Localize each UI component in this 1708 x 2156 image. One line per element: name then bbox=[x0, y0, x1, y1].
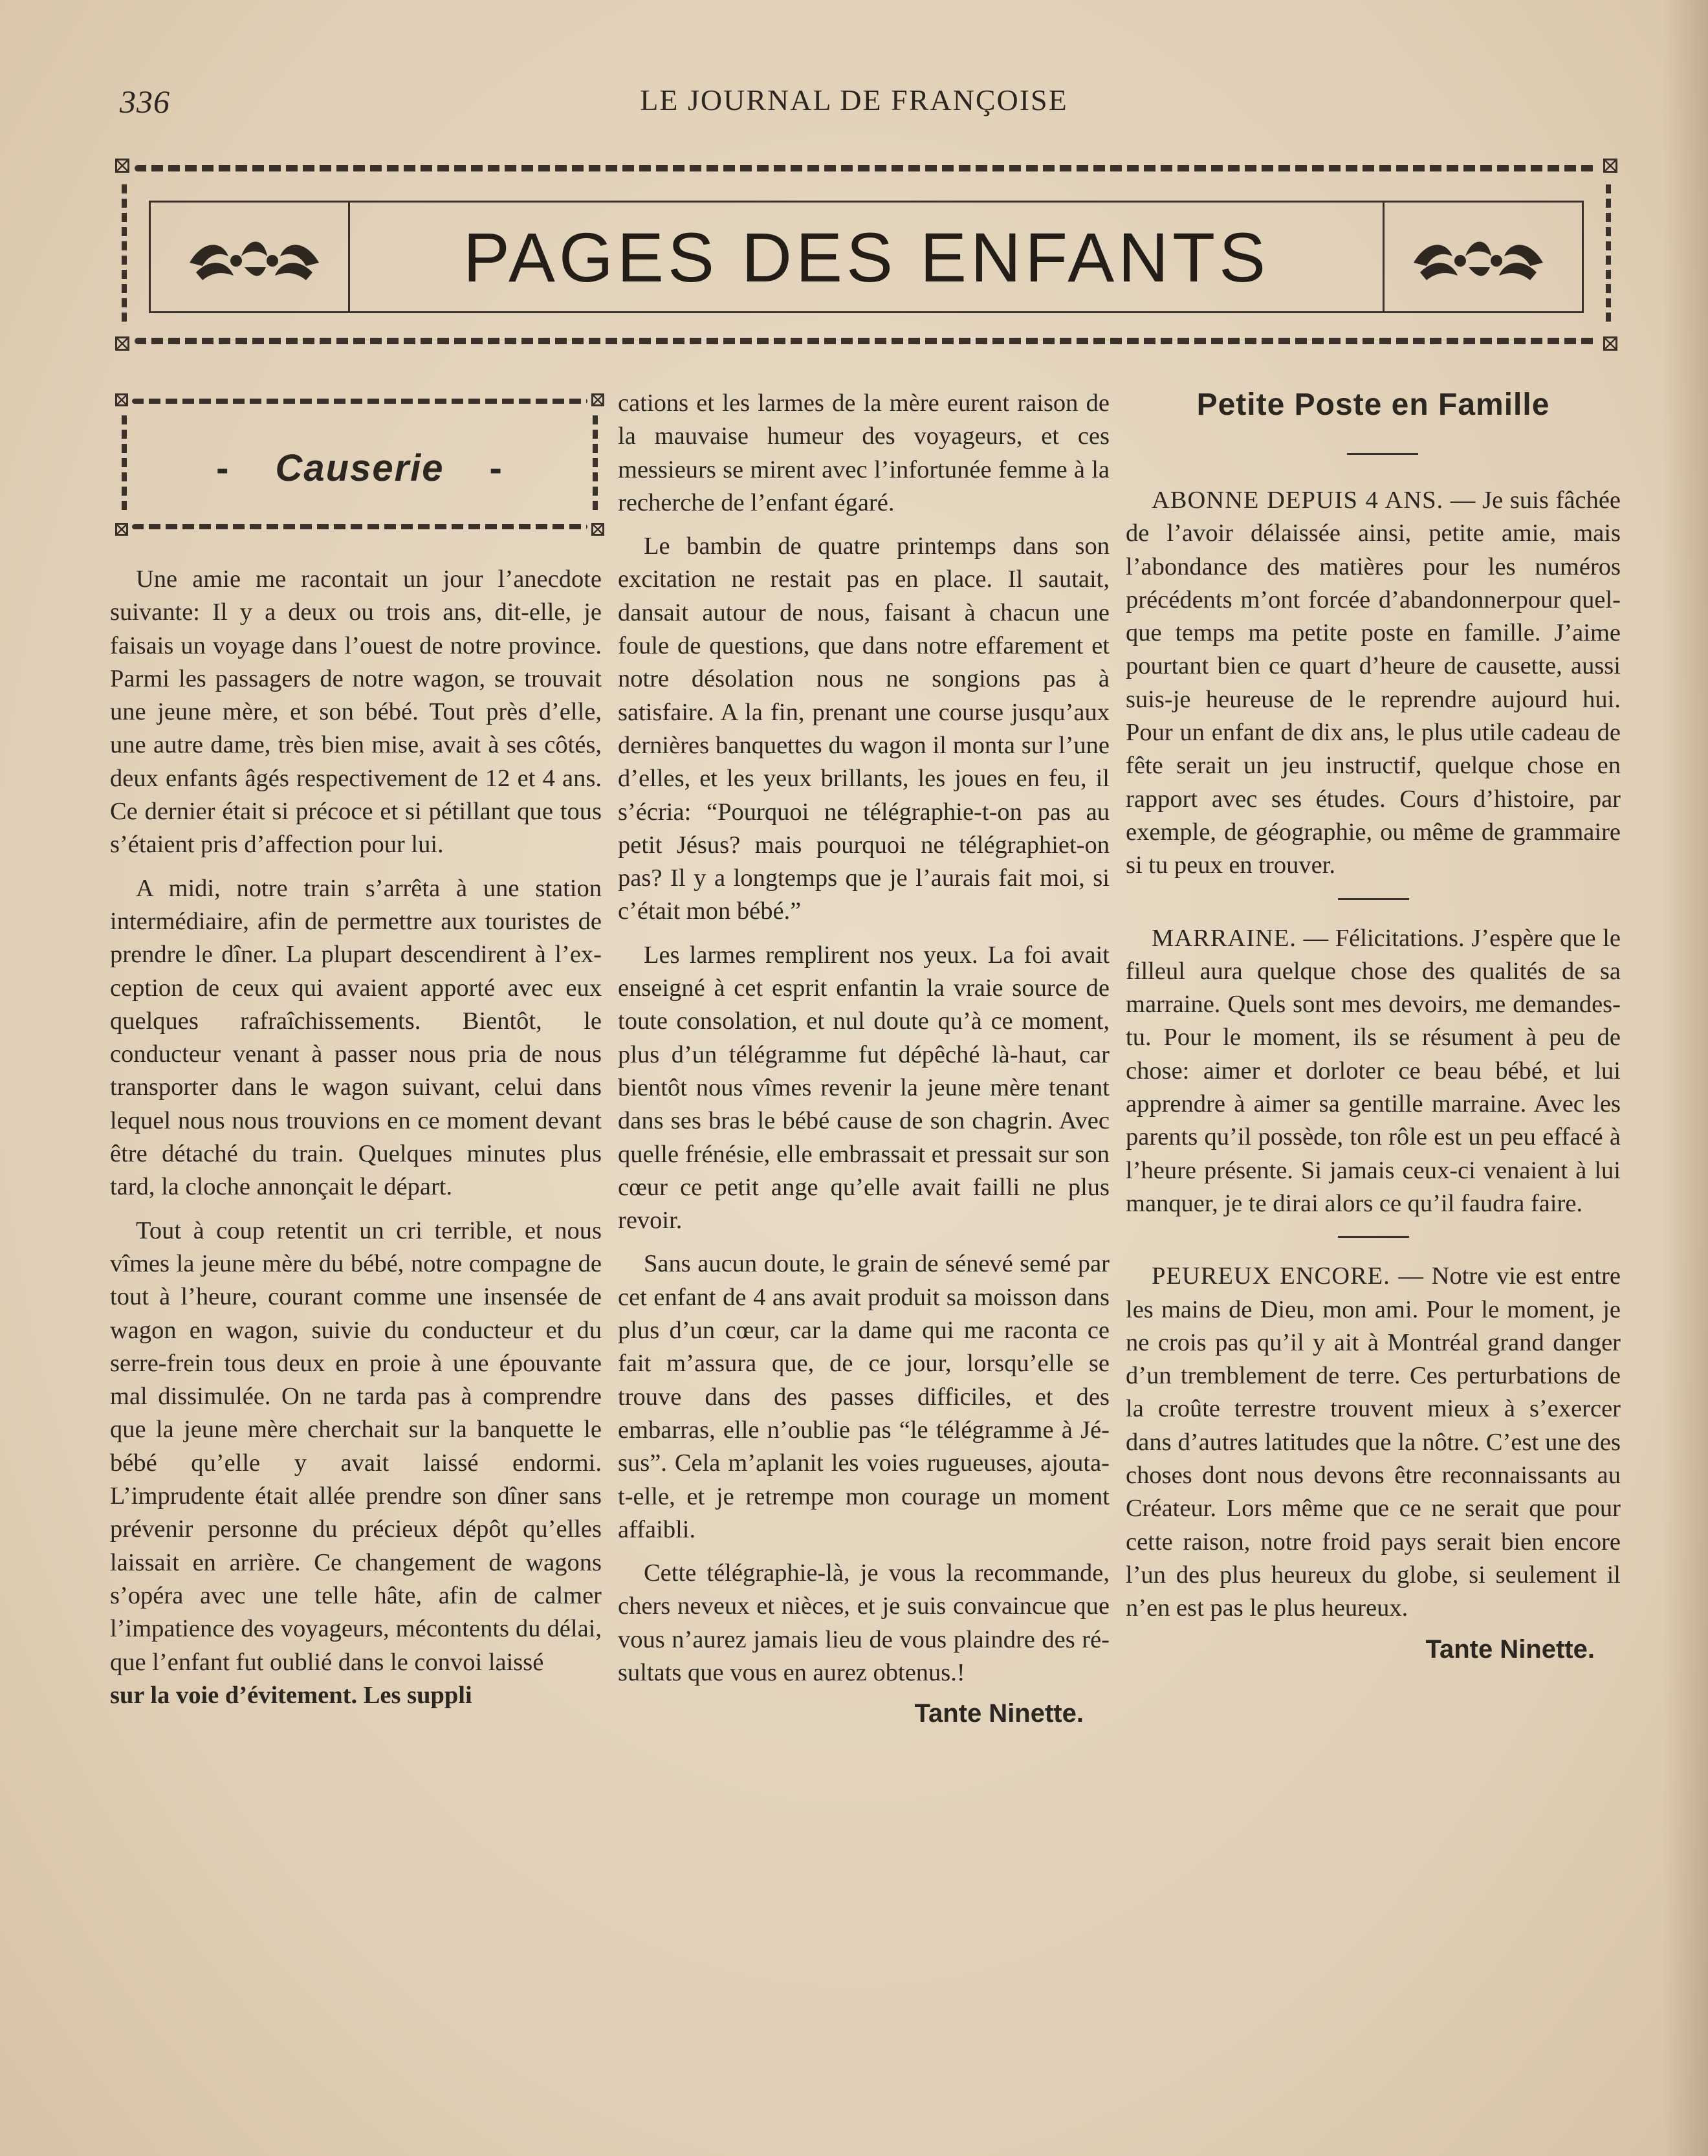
section-rule bbox=[1338, 1236, 1409, 1238]
letter-text: — Je suis fâchée de l’avoir délaissée ainsi, petite amie, mais l’abondance des matières pour les numéros précédents m’ont forcée d’abandonnerpour quelque temps ma petite poste en famille. J’aime pourtant bien ce quart d’heure de causette, aussi suis-je heureuse de le reprendre aujourd hui. Pour un enfant de dix ans, le plus utile cadeau de fête serait un jeu instructif, quelque chose en rapport avec ses études. Cours d’histoire, par exemple, de géographie, ou même de grammaire si tu peux en trouver. bbox=[1126, 487, 1621, 879]
floral-ornament-icon bbox=[183, 227, 325, 285]
article-paragraph: cations et les larmes de la mère eurent raison de la mauvaise humeur des voyageurs, et ces messieurs se mirent avec l’infortunée femme à la recherche de l’enfant égaré. bbox=[618, 390, 1110, 516]
section-banner bbox=[115, 159, 1617, 356]
causerie-title bbox=[115, 446, 604, 490]
chain-border bbox=[122, 184, 127, 325]
journal-title: LE JOURNAL DE FRANÇOISE bbox=[640, 83, 1068, 116]
causerie-heading-box bbox=[115, 393, 604, 537]
article-signature: Tante Ninette. bbox=[914, 1699, 1084, 1728]
title-dash: - bbox=[216, 447, 230, 489]
corner-ornament-icon bbox=[1603, 336, 1617, 351]
letter-reply bbox=[1126, 484, 1621, 883]
letter-recipient: ABONNE DEPUIS 4 ANS. bbox=[1152, 487, 1444, 514]
article-paragraph: Le bambin de quatre printemps dans son excitation ne restait pas en place. Il sautait, dansait autour de nous, faisant à chacun une foule de questions, que dans notre effarement et notre désolation nous ne songions pas à satisfaire. A la fin, prenant une course jusqu’aux dernières banquettes du wagon il monta sur l’une d’elles, et les yeux brillants, les joues en feu, il s’écria: “Pourquoi ne télégraphie-t-on pas au petit Jésus? mais pourquoi ne télégraphiet-on pas? Il y a longtemps que je l’aurais fait moi, si c’était mon bébé.” bbox=[618, 533, 1110, 925]
chain-border bbox=[1606, 184, 1611, 325]
corner-ornament-icon bbox=[115, 159, 129, 173]
page-number: 336 bbox=[120, 83, 170, 120]
letter-recipient: MARRAINE. bbox=[1152, 924, 1297, 952]
corner-ornament-icon bbox=[115, 393, 128, 406]
article-paragraph: A midi, notre train s’arrêta à une station intermédiaire, afin de permettre aux touristes de prendre le dîner. La plupart descendirent à l’exception de ceux qui avaient apporté avec eux quelques rafraîchissements. Bientôt, le conducteur venant à passer nous pria de nous transporter dans le wagon suivant, celui dans lequel nous nous trouvions en ce moment devant être détaché du train. Quelques minutes plus tard, la cloche annonçait le départ. bbox=[110, 874, 602, 1201]
article-column-2 bbox=[618, 387, 1110, 1731]
section-rule bbox=[1347, 453, 1418, 455]
corner-ornament-icon bbox=[1603, 159, 1617, 173]
chain-border bbox=[135, 338, 1598, 344]
article-paragraph: sur la voie d’évitement. Les suppli bbox=[110, 1681, 472, 1709]
banner-frame bbox=[149, 201, 1584, 313]
banner-divider bbox=[348, 203, 350, 311]
floral-ornament-icon bbox=[1407, 227, 1549, 285]
title-dash: - bbox=[489, 447, 503, 489]
page-edge-shadow bbox=[1663, 0, 1708, 2156]
running-header bbox=[0, 83, 1708, 122]
article-column-1 bbox=[110, 563, 602, 1712]
banner-title: PAGES DES ENFANTS bbox=[463, 217, 1270, 296]
chain-border bbox=[132, 524, 587, 529]
article-column-3 bbox=[1126, 484, 1621, 1666]
section-rule bbox=[1338, 898, 1409, 900]
letter-text: — Félicitations. J’espère que le filleul aura quelque chose des qualités de sa marraine. Quels sont mes devoirs, me demandes-tu. Pour le moment, ils se résument à peu de chose: aimer et dorloter ce beau bébé, et lui apprendre à aimer sa gentille marraine. Avec les parents qu’il possède, ton rôle est un peu effacé à l’heure présente. Si jamais ceux-ci venaient à lui manquer, je te dirai alors ce qu’il faudra faire. bbox=[1126, 924, 1621, 1217]
chain-border bbox=[132, 399, 587, 404]
chain-border bbox=[135, 165, 1598, 171]
petite-poste-title: Petite Poste en Famille bbox=[1196, 388, 1550, 422]
corner-ornament-icon bbox=[115, 336, 129, 351]
corner-ornament-icon bbox=[591, 523, 604, 536]
corner-ornament-icon bbox=[591, 393, 604, 406]
corner-ornament-icon bbox=[115, 523, 128, 536]
letter-reply bbox=[1126, 922, 1621, 1221]
article-paragraph: Tout à coup retentit un cri terrible, et nous vîmes la jeune mère du bébé, notre compagne de tout à l’heure, courant comme une insensée de wagon en wagon, suivie du conducteur et du serre-frein tous deux en proie à une épouvante mal dissimulée. On ne tarda pas à comprendre que la jeune mère cherchait sur la banquette le bébé qu’elle y avait laissé endormi. L’imprudente était allée prendre son dîner sans prévenir personne du précieux dépôt qu’elles laissait en arrière. Ce changement de wagons s’opéra avec une telle hâte, afin de calmer l’impatience des voyageurs, mécontents du délai, que l’enfant fut oublié dans le convoi laissé bbox=[110, 1216, 602, 1676]
letter-recipient: PEUREUX ENCORE. bbox=[1152, 1262, 1390, 1290]
letter-text: — Notre vie est entre les mains de Dieu, mon ami. Pour le moment, je ne crois pas qu’il y ait à Montréal grand danger d’un tremblement de terre. Ces perturbations de la croûte terrestre trouvent mieux à s’exercer dans d’autres latitudes que la nôtre. C’est une des choses dont nous devons être reconnaissants au Créateur. Lors même que ce ne serait que pour cette raison, notre froid pays serait bien encore l’un des plus heureux du globe, si seulement il n’en est pas le plus heureux. bbox=[1126, 1262, 1621, 1622]
article-paragraph: Cette télégraphie-là, je vous la recommande, chers neveux et nièces, et je suis convaincue que vous n’aurez jamais lieu de vous plaindre des résultats que vous en aurez obtenus.! bbox=[618, 1559, 1110, 1686]
poste-signature: Tante Ninette. bbox=[1425, 1634, 1595, 1664]
article-paragraph: Les larmes remplirent nos yeux. La foi avait enseigné à cet esprit enfantin la vraie source de toute consolation, et nul doute qu’à ce moment, plus d’un télégramme fut dépêché là-haut, car bientôt nous vîmes revenir la jeune mère tenant dans ses bras le bébé cause de son chagrin. Avec quelle frénésie, elle embrassait et pressait sur son cœur ce petit ange qu’elle avait failli ne plus revoir. bbox=[618, 941, 1110, 1235]
banner-divider bbox=[1383, 203, 1385, 311]
letter-reply bbox=[1126, 1260, 1621, 1625]
causerie-title-text: Causerie bbox=[275, 447, 444, 489]
article-paragraph: Sans aucun doute, le grain de sénevé semé par cet enfant de 4 ans avait produit sa moisson dans plus d’un cœur, car la dame qui me raconta ce fait m’assura que, de ce jour, lorsqu’elle se trouve dans des passes difficiles, et des embarras, elle n’oublie pas “le télégramme à Jésus”. Cela m’aplanit les voies rugueuses, ajouta-t-elle, et je retrempe mon courage un moment affaibli. bbox=[618, 1250, 1110, 1543]
article-paragraph: Une amie me racontait un jour l’anecdote suivante: Il y a deux ou trois ans, dit-elle, je faisais un voyage dans l’ouest de notre province. Parmi les passagers de notre wagon, se trouvait une jeune mère, et son bébé. Tout près d’elle, une autre dame, très bien mise, avait à ses côtés, deux enfants âgés respectivement de 12 et 4 ans. Ce dernier était si précoce et si pétillant que tous s’étaient pris d’affection pour lui. bbox=[110, 566, 602, 859]
